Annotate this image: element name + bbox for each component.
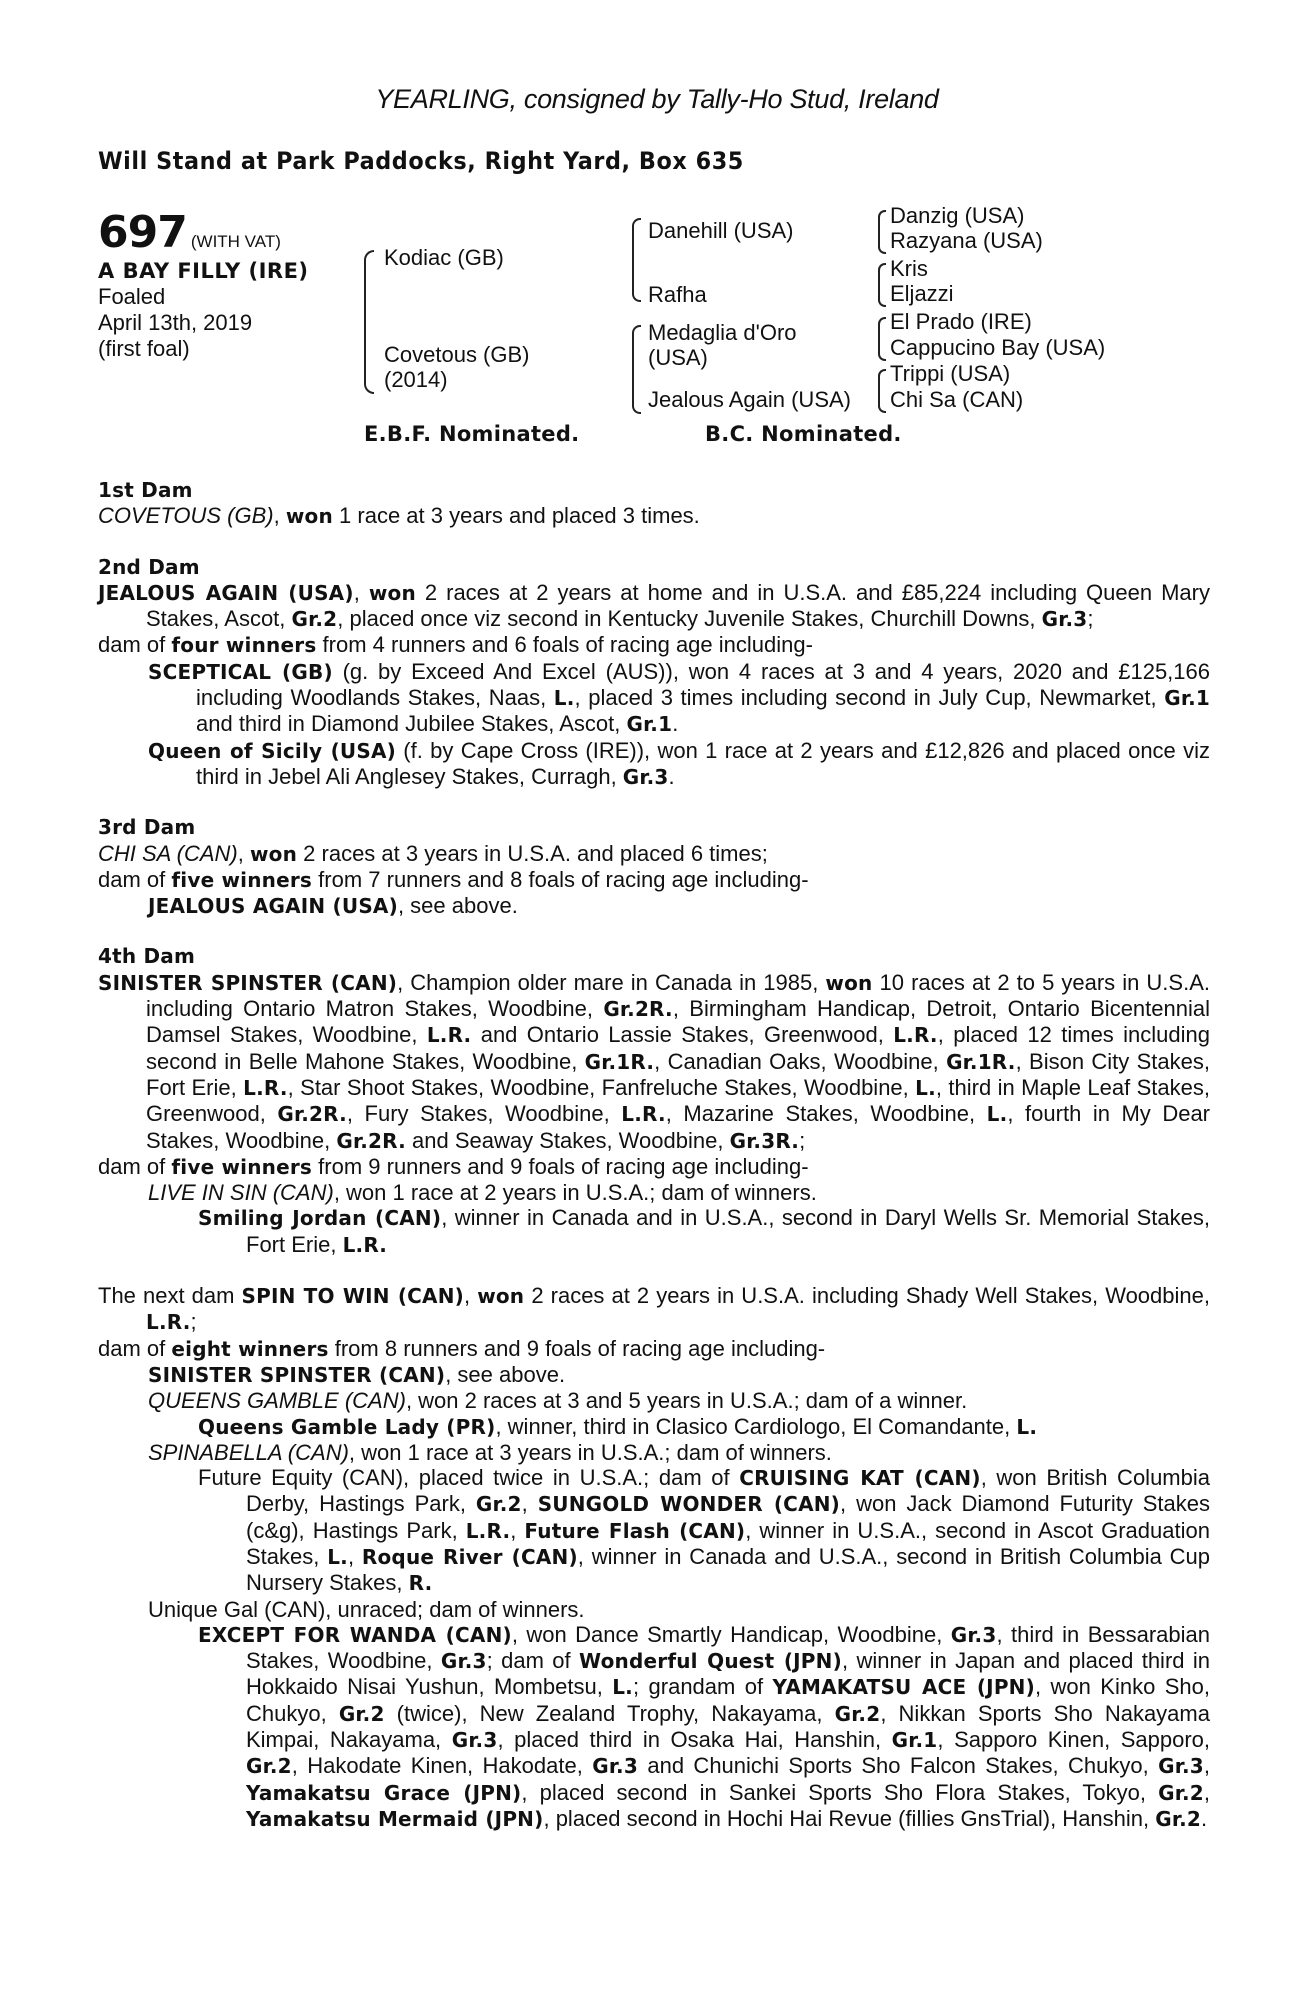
foaled-date: April 13th, 2019 (98, 310, 253, 335)
pedigree-g1: Danzig (USA) (890, 203, 1025, 228)
vat-note: (WITH VAT) (190, 232, 281, 251)
bold-text-run: Gr.3 (1041, 607, 1088, 632)
text-run: . (672, 711, 679, 737)
pedigree-dam-sire-1: Medaglia d'Oro (648, 320, 797, 345)
pedigree-dam-sire-2: (USA) (648, 345, 708, 370)
text-run: , Mazarine Stakes, Woodbine, (665, 1101, 987, 1127)
bold-text-run: Gr.1 (1164, 686, 1211, 711)
pedigree-dam-year: (2014) (384, 367, 448, 392)
dam3-produce-summary (98, 867, 1210, 893)
bold-text-run: Gr.2R. (336, 1128, 406, 1153)
bold-text-run: Gr.3 (451, 1728, 498, 1753)
bold-text-run: eight winners (171, 1336, 329, 1361)
bold-text-run: SCEPTICAL (GB) (148, 659, 333, 684)
text-run: The next dam (98, 1283, 242, 1309)
italic-text-run: SPINABELLA (CAN) (148, 1439, 349, 1465)
bold-text-run: Gr.2 (475, 1492, 522, 1517)
text-run: dam of (98, 1335, 172, 1361)
text-run: ; (1087, 606, 1094, 632)
bold-text-run: Gr.1 (891, 1728, 938, 1753)
bold-text-run: Gr.2 (1155, 1806, 1201, 1831)
bold-text-run: Gr.1 (626, 712, 673, 737)
bold-text-run: L. (327, 1544, 348, 1569)
stand-location: Will Stand at Park Paddocks, Right Yard, Box 635 (98, 147, 744, 175)
bold-text-run: L.R. (146, 1310, 191, 1335)
next-grandoffspring-queens-gamble-lady (98, 1414, 1210, 1440)
text-run: and Seaway Stakes, Woodbine, (405, 1127, 730, 1153)
ebf-nominated: E.B.F. Nominated. (364, 422, 580, 446)
pedigree-brace-g2 (878, 263, 886, 307)
text-run: , Fury Stakes, Woodbine, (346, 1101, 622, 1127)
text-run: , placed 3 times including second in July Cup, Newmarket, (574, 685, 1165, 711)
text-run: , won Dance Smartly Handicap, Woodbine, (511, 1621, 951, 1647)
text-run: (g. by Exceed And Excel (AUS)), won 4 races at 3 and 4 years, 2020 and £125,166 including Woodlands Stakes, Naas, (196, 658, 1210, 711)
text-run: from 7 runners and 8 foals of racing age including- (312, 866, 809, 892)
dam4-grandoffspring-smiling-jordan (98, 1205, 1210, 1258)
bold-text-run: Queens Gamble Lady (PR) (198, 1414, 496, 1439)
dam4-offspring-live-in-sin (98, 1180, 1210, 1205)
text-run: , see above. (445, 1361, 566, 1387)
pedigree-dam-dam: Jealous Again (USA) (648, 387, 851, 412)
pedigree-g6: Cappucino Bay (USA) (890, 335, 1106, 360)
lot-name: A BAY FILLY (IRE) (98, 259, 309, 283)
dam2-offspring-queen-of-sicily (98, 738, 1210, 791)
text-run: , Sapporo Kinen, Sapporo, (937, 1727, 1211, 1753)
text-run: ; (190, 1309, 197, 1335)
bold-text-run: Gr.3 (592, 1754, 638, 1779)
text-run: , (464, 1283, 478, 1309)
bold-text-run: L. (986, 1102, 1008, 1127)
text-run: dam of (98, 632, 172, 658)
bold-text-run: L. (612, 1675, 633, 1700)
bold-text-run: JEALOUS AGAIN (USA) (148, 894, 398, 919)
pedigree-brace-g3 (878, 317, 886, 361)
text-run: , see above. (397, 893, 518, 919)
dam4-record (98, 970, 1210, 1154)
bc-nominated: B.C. Nominated. (705, 422, 902, 446)
text-run: , won British Columbia Derby, Hastings Park, (246, 1465, 1210, 1517)
pedigree-sire: Kodiac (GB) (384, 245, 504, 270)
bold-text-run: Gr.2 (1158, 1780, 1204, 1805)
text-run: and Ontario Lassie Stakes, Greenwood, (471, 1022, 894, 1048)
text-run: , Star Shoot Stakes, Woodbine, Fanfreluche Stakes, Woodbine, (287, 1074, 916, 1100)
text-run: Unique Gal (CAN), unraced; dam of winners. (148, 1596, 585, 1622)
bold-text-run: Gr.3 (440, 1649, 487, 1674)
dam2-offspring-sceptical (98, 659, 1210, 738)
bold-text-run: Yamakatsu Mermaid (JPN) (246, 1806, 544, 1831)
produce-record (98, 478, 1210, 1832)
bold-text-run: Gr.2 (291, 607, 338, 632)
text-run: (f. by Cape Cross (IRE)), won 1 race at 2 years and £12,826 and placed once viz third in Jebel Ali Anglesey Stakes, Curragh, (196, 737, 1210, 789)
dam3-record (98, 841, 1210, 867)
bold-text-run: four winners (171, 633, 317, 658)
bold-text-run: Gr.2 (834, 1701, 881, 1726)
text-run: , (521, 1491, 538, 1517)
text-run: and Chunichi Sports Sho Falcon Stakes, Chukyo, (637, 1753, 1159, 1779)
bold-text-run: won (249, 841, 298, 866)
bold-text-run: SUNGOLD WONDER (CAN) (537, 1492, 841, 1517)
next-dam-produce-summary (98, 1336, 1210, 1362)
italic-text-run: COVETOUS (GB) (98, 503, 274, 529)
bold-text-run: L. (915, 1075, 936, 1100)
text-run: , placed second in Sankei Sports Sho Flora Stakes, Tokyo, (521, 1779, 1159, 1805)
text-run: , winner in U.S.A., second in Ascot Graduation Stakes, (246, 1517, 1210, 1569)
text-run: , third in Bessarabian Stakes, Woodbine, (246, 1621, 1210, 1674)
text-run: , (347, 1543, 362, 1569)
bold-text-run: L.R. (243, 1075, 288, 1100)
bold-text-run: Gr.3 (950, 1622, 997, 1647)
text-run: , (353, 579, 369, 605)
text-run: ; dam of (486, 1648, 580, 1674)
italic-text-run: CHI SA (CAN) (98, 840, 238, 866)
text-run: , won Kinko Sho, Chukyo, (246, 1674, 1210, 1726)
bold-text-run: Gr.3R. (729, 1128, 800, 1153)
text-run: , (1203, 1753, 1210, 1779)
text-run: , Bison City Stakes, Fort Erie, (146, 1048, 1210, 1100)
text-run: . (668, 763, 675, 789)
bold-text-run: SINISTER SPINSTER (CAN) (148, 1362, 446, 1387)
bold-text-run: Gr.2R. (603, 997, 673, 1022)
text-run: , won 1 race at 3 years in U.S.A.; dam of winners. (348, 1439, 832, 1465)
bold-text-run: CRUISING KAT (CAN) (739, 1466, 981, 1491)
lot-number-line (98, 208, 309, 258)
bold-text-run: Gr.2 (246, 1754, 292, 1779)
bold-text-run: Gr.3 (1158, 1754, 1204, 1779)
bold-text-run: L. (553, 686, 575, 711)
text-run: 10 races at 2 to 5 years in U.S.A. including Ontario Matron Stakes, Woodbine, (146, 969, 1210, 1022)
text-run: , Champion older mare in Canada in 1985, (397, 969, 826, 995)
bold-text-run: five winners (171, 1154, 313, 1179)
text-run: , Birmingham Handicap, Detroit, Ontario Bicentennial Damsel Stakes, Woodbine, (146, 996, 1210, 1048)
bold-text-run: YAMAKATSU ACE (JPN) (772, 1675, 1035, 1700)
bold-text-run: won (368, 580, 416, 605)
bold-text-run: won (285, 504, 333, 529)
text-run: , placed third in Osaka Hai, Hanshin, (497, 1727, 892, 1753)
pedigree-sire-sire: Danehill (USA) (648, 218, 794, 243)
bold-text-run: L.R. (621, 1102, 666, 1127)
bold-text-run: won (825, 970, 873, 995)
italic-text-run: QUEENS GAMBLE (CAN) (148, 1388, 406, 1414)
text-run: , third in Maple Leaf Stakes, Greenwood, (146, 1074, 1210, 1127)
bold-text-run: Queen of Sicily (USA) (148, 738, 396, 763)
next-offspring-spinabella (98, 1440, 1210, 1465)
text-run: , winner, third in Clasico Cardiologo, El Comandante, (495, 1413, 1017, 1439)
bold-text-run: R. (408, 1571, 433, 1596)
text-run: ; grandam of (632, 1674, 773, 1700)
next-dam-record (98, 1283, 1210, 1336)
text-run: dam of (98, 866, 172, 892)
dam1-record (98, 503, 1210, 529)
text-run: 2 races at 3 years in U.S.A. and placed 6 times; (297, 840, 768, 866)
text-run: and third in Diamond Jubilee Stakes, Ascot, (196, 711, 627, 737)
section-heading-3rd-dam: 3rd Dam (98, 815, 196, 840)
pedigree-dam: Covetous (GB) (384, 342, 530, 367)
text-run: from 4 runners and 6 foals of racing age including- (316, 632, 813, 658)
bold-text-run: Gr.2R. (277, 1102, 347, 1127)
text-run: . (1201, 1805, 1208, 1831)
section-heading-2nd-dam: 2nd Dam (98, 554, 200, 579)
bold-text-run: Smiling Jordan (CAN) (198, 1206, 442, 1231)
pedigree-sire-dam: Rafha (648, 282, 707, 307)
text-run: 2 races at 2 years at home and in U.S.A. and £85,224 including Queen Mary Stakes, Ascot, (146, 579, 1210, 632)
text-run: , (1203, 1779, 1210, 1805)
text-run: , won 2 races at 3 and 5 years in U.S.A.; dam of a winner. (405, 1388, 968, 1414)
pedigree-g2: Razyana (USA) (890, 228, 1043, 253)
text-run: , Hakodate Kinen, Hakodate, (291, 1753, 593, 1779)
bold-text-run: SINISTER SPINSTER (CAN) (98, 970, 398, 995)
bold-text-run: L.R. (342, 1232, 388, 1257)
text-run: (twice), New Zealand Trophy, Nakayama, (384, 1700, 835, 1726)
pedigree-g3: Kris (890, 256, 928, 281)
bold-text-run: L.R. (426, 1023, 472, 1048)
section-heading-1st-dam: 1st Dam (98, 478, 193, 502)
text-run: 1 race at 3 years and placed 3 times. (332, 503, 700, 529)
dam4-produce-summary (98, 1154, 1210, 1180)
text-run: , (273, 503, 286, 529)
text-run: 2 races at 2 years in U.S.A. including Shady Well Stakes, Woodbine, (524, 1283, 1210, 1309)
text-run: from 8 runners and 9 foals of racing age including- (328, 1335, 826, 1361)
bold-text-run: Gr.1R. (584, 1049, 655, 1074)
bold-text-run: Gr.3 (622, 764, 669, 789)
bold-text-run: Roque River (CAN) (361, 1544, 578, 1569)
text-run: , won Jack Diamond Futurity Stakes (c&g), Hastings Park, (246, 1491, 1211, 1543)
text-run: Future Equity (CAN), placed twice in U.S.A.; dam of (198, 1465, 740, 1491)
lot-info (98, 208, 309, 362)
pedigree-g7: Trippi (USA) (890, 361, 1011, 386)
consignment-title: YEARLING, consigned by Tally-Ho Stud, Ireland (375, 84, 939, 114)
italic-text-run: LIVE IN SIN (CAN) (148, 1180, 334, 1206)
foaled-label: Foaled (98, 284, 166, 309)
section-heading-4th-dam: 4th Dam (98, 944, 196, 969)
bold-text-run: Wonderful Quest (JPN) (579, 1649, 842, 1674)
text-run: , placed second in Hochi Hai Revue (fillies GnsTrial), Hanshin, (543, 1805, 1156, 1831)
pedigree-brace-g1 (878, 210, 886, 254)
pedigree-brace-sire (632, 218, 641, 302)
dam2-produce-summary (98, 632, 1210, 658)
text-run: from 9 runners and 9 foals of racing age including- (312, 1153, 809, 1179)
bold-text-run: L. (1016, 1414, 1038, 1439)
pedigree-g8: Chi Sa (CAN) (890, 387, 1024, 412)
text-run: , placed 12 times including second in Belle Mahone Stakes, Woodbine, (146, 1022, 1211, 1074)
bold-text-run: Gr.2 (338, 1701, 385, 1726)
bold-text-run: Yamakatsu Grace (JPN) (246, 1780, 522, 1805)
text-run: , Nikkan Sports Sho Nakayama Kimpai, Nakayama, (246, 1700, 1210, 1753)
dam3-offspring (98, 893, 1210, 919)
pedigree-brace-g4 (878, 369, 886, 413)
next-grandoffspring-unique-gal (98, 1597, 1210, 1622)
text-run: , winner in Canada and U.S.A., second in British Columbia Cup Nursery Stakes, (246, 1543, 1210, 1596)
text-run: , Canadian Oaks, Woodbine, (654, 1048, 947, 1074)
next-offspring-sinister-spinster (98, 1362, 1210, 1388)
bold-text-run: Future Flash (CAN) (524, 1518, 746, 1543)
text-run: , fourth in My Dear Stakes, Woodbine, (146, 1101, 1211, 1153)
next-grandoffspring-future-equity (98, 1465, 1210, 1596)
text-run: , winner in Japan and placed third in Hokkaido Nisai Yushun, Mombetsu, (246, 1648, 1211, 1700)
text-run: , placed once viz second in Kentucky Juvenile Stakes, Churchill Downs, (337, 606, 1042, 632)
text-run: , (237, 840, 250, 866)
bold-text-run: Gr.1R. (946, 1049, 1016, 1074)
pedigree-g4: Eljazzi (890, 281, 954, 306)
bold-text-run: EXCEPT FOR WANDA (CAN) (198, 1622, 512, 1647)
bold-text-run: SPIN TO WIN (CAN) (241, 1284, 464, 1309)
text-run: ; (799, 1127, 806, 1153)
bold-text-run: won (477, 1284, 525, 1309)
text-run: , won 1 race at 2 years in U.S.A.; dam of winners. (333, 1180, 817, 1206)
pedigree-g5: El Prado (IRE) (890, 309, 1032, 334)
bold-text-run: L.R. (465, 1518, 511, 1543)
text-run: dam of (98, 1153, 172, 1179)
pedigree-brace-main (364, 250, 374, 394)
text-run: , winner in Canada and in U.S.A., second in Daryl Wells Sr. Memorial Stakes, Fort Erie, (246, 1205, 1211, 1257)
bold-text-run: JEALOUS AGAIN (USA) (98, 580, 354, 605)
text-run: , (510, 1517, 525, 1543)
bold-text-run: L.R. (893, 1023, 938, 1048)
bold-text-run: five winners (171, 867, 313, 892)
dam2-record (98, 580, 1210, 633)
pedigree-brace-dam (632, 325, 641, 414)
foal-note: (first foal) (98, 336, 190, 361)
next-greatoffspring-except-for-wanda (98, 1622, 1210, 1832)
next-offspring-queens-gamble (98, 1388, 1210, 1413)
lot-number: 697 (98, 207, 187, 258)
